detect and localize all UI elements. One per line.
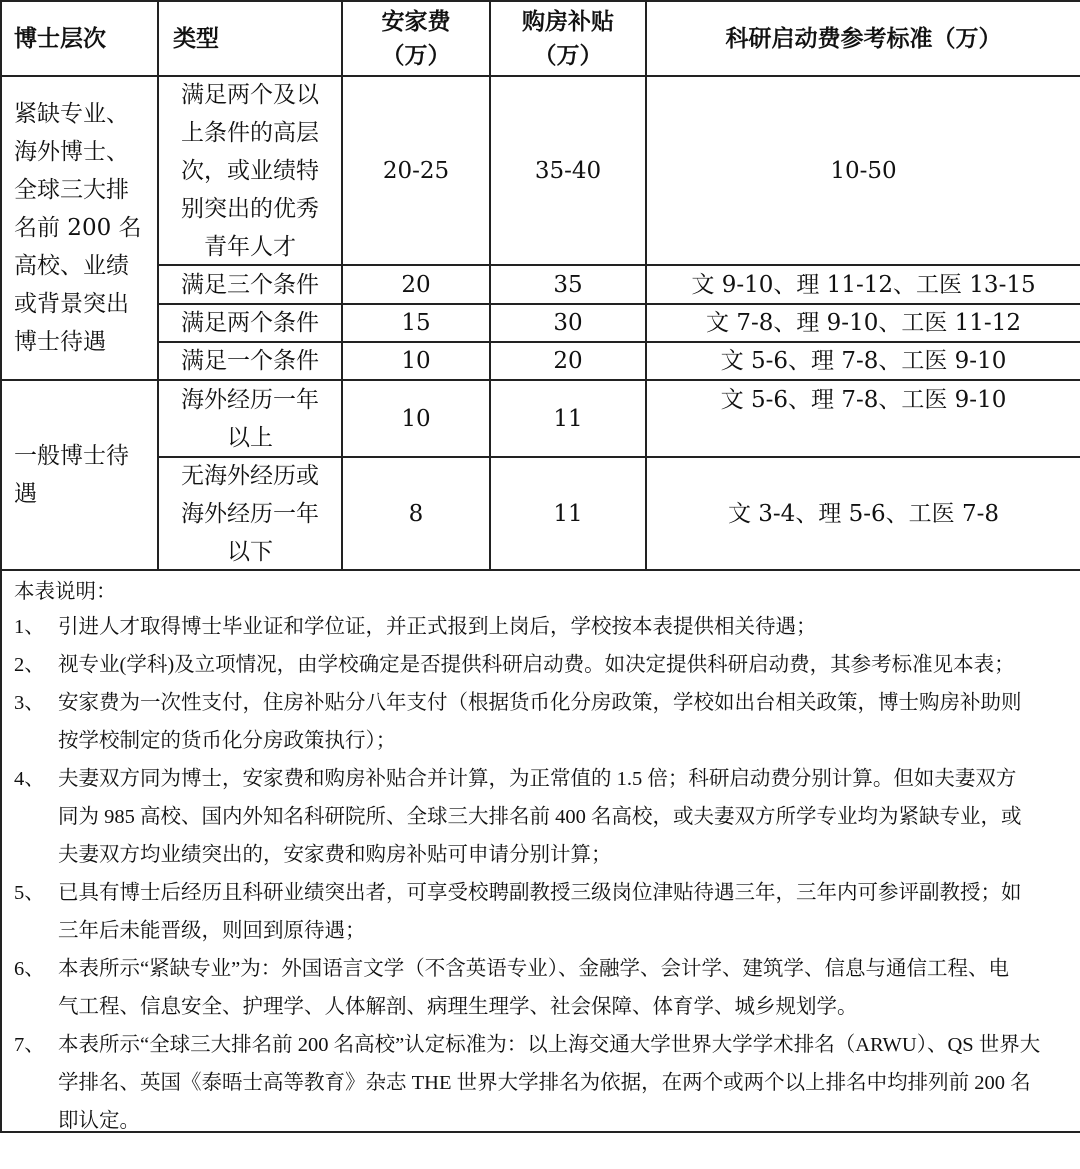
header-level bbox=[0, 2, 157, 75]
header-type bbox=[159, 2, 341, 75]
table-notes-divider bbox=[0, 569, 1080, 571]
note-number: 2、 bbox=[14, 654, 45, 676]
note-text: 学排名、英国《泰晤士高等教育》杂志 THE 世界大学排名为依据，在两个或两个以上排名中均排列前 200 名 bbox=[58, 1072, 1031, 1094]
note-text: 本表所示“紧缺专业”为：外国语言文学（不含英语专业）、金融学、会计学、建筑学、信息与通信工程、电 bbox=[58, 958, 1009, 980]
note-text: 夫妻双方均业绩突出的，安家费和购房补贴可申请分别计算； bbox=[58, 844, 612, 866]
housing-cell: 11 bbox=[553, 500, 583, 527]
note-text: 同为 985 高校、国内外知名科研院所、全球三大排名前 400 名高校，或夫妻双方所学专业均为紧缺专业，或 bbox=[58, 806, 1022, 828]
type-line: 以上 bbox=[227, 424, 273, 451]
type-cell: 满足一个条件 bbox=[181, 348, 319, 374]
note-number: 4、 bbox=[14, 768, 45, 790]
header-research bbox=[647, 2, 1080, 75]
header-research-label: 科研启动费参考标准（万） bbox=[725, 24, 1002, 52]
settlement-cell: 10 bbox=[401, 405, 431, 432]
header-type-label: 类型 bbox=[173, 24, 219, 52]
level-line: 紧缺专业、 bbox=[14, 101, 129, 127]
note-text: 安家费为一次性支付，住房补贴分八年支付（根据货币化分房政策，学校如出台相关政策，博士购房补助则 bbox=[58, 692, 1022, 714]
housing-cell: 11 bbox=[553, 405, 583, 432]
header-level-label: 博士层次 bbox=[14, 24, 106, 52]
level-line: 遇 bbox=[14, 481, 37, 507]
note-number: 5、 bbox=[14, 882, 45, 904]
header-housing-label: 购房补贴 bbox=[522, 7, 614, 35]
note-text: 夫妻双方同为博士，安家费和购房补贴合并计算，为正常值的 1.5 倍；科研启动费分别计算。但如夫妻双方 bbox=[58, 768, 1017, 790]
type-cell: 满足三个条件 bbox=[181, 271, 319, 298]
note-text: 视专业(学科)及立项情况，由学校确定是否提供科研启动费。如决定提供科研启动费，其参考标准见本表； bbox=[58, 654, 1015, 676]
research-cell: 文 5-6、理 7-8、工医 9-10 bbox=[720, 348, 1007, 374]
level-line: 名前 200 名 bbox=[14, 215, 142, 241]
notes-title: 本表说明： bbox=[14, 581, 117, 603]
level-cell-key-talent bbox=[0, 77, 157, 379]
note-number: 6、 bbox=[14, 958, 45, 980]
settlement-cell: 15 bbox=[401, 310, 431, 336]
header-housing-unit: （万） bbox=[533, 41, 603, 69]
note-number: 3、 bbox=[14, 692, 45, 714]
type-line: 海外经历一年 bbox=[181, 386, 319, 413]
header-housing bbox=[491, 2, 645, 75]
settlement-cell: 8 bbox=[408, 500, 424, 527]
type-line: 别突出的优秀 bbox=[181, 195, 319, 222]
type-cell: 满足两个条件 bbox=[181, 310, 319, 336]
type-line: 次，或业绩特 bbox=[181, 157, 319, 184]
level-line: 海外博士、 bbox=[14, 139, 129, 165]
housing-cell: 35 bbox=[553, 271, 583, 298]
type-cell bbox=[159, 458, 341, 569]
type-line: 青年人才 bbox=[204, 233, 296, 260]
note-text: 即认定。 bbox=[58, 1110, 140, 1132]
housing-cell: 35-40 bbox=[534, 157, 602, 184]
level-line: 或背景突出 bbox=[14, 291, 129, 317]
housing-cell: 20 bbox=[553, 348, 583, 374]
header-settlement-unit: （万） bbox=[381, 41, 451, 69]
note-text: 三年后未能晋级，则回到原待遇； bbox=[58, 920, 366, 942]
settlement-cell: 20-25 bbox=[382, 157, 450, 184]
research-cell: 文 5-6、理 7-8、工医 9-10 bbox=[720, 387, 1007, 413]
level-cell-general-phd bbox=[0, 381, 157, 569]
housing-cell: 30 bbox=[553, 310, 583, 336]
research-cell: 文 3-4、理 5-6、工医 7-8 bbox=[727, 500, 1000, 527]
note-text: 按学校制定的货币化分房政策执行）； bbox=[58, 730, 397, 752]
type-line: 海外经历一年 bbox=[181, 500, 319, 527]
type-cell bbox=[159, 77, 341, 264]
note-number: 1、 bbox=[14, 616, 45, 638]
note-text: 气工程、信息安全、护理学、人体解剖、病理生理学、社会保障、体育学、城乡规划学。 bbox=[58, 996, 858, 1018]
note-number: 7、 bbox=[14, 1034, 45, 1056]
research-cell: 文 7-8、理 9-10、工医 11-12 bbox=[706, 310, 1021, 336]
type-line: 以下 bbox=[227, 538, 273, 565]
settlement-cell: 10 bbox=[401, 348, 431, 374]
level-line: 博士待遇 bbox=[14, 329, 106, 355]
type-line: 满足两个及以 bbox=[181, 81, 319, 108]
note-text: 引进人才取得博士毕业证和学位证，并正式报到上岗后，学校按本表提供相关待遇； bbox=[58, 616, 817, 638]
header-settlement bbox=[343, 2, 489, 75]
note-text: 本表所示“全球三大排名前 200 名高校”认定标准为：以上海交通大学世界大学学术排名（ARWU）、QS 世界大 bbox=[58, 1034, 1041, 1056]
table-notes bbox=[0, 572, 1080, 1132]
type-line: 无海外经历或 bbox=[181, 462, 319, 489]
type-cell bbox=[159, 381, 341, 456]
research-cell: 文 9-10、理 11-12、工医 13-15 bbox=[691, 271, 1036, 298]
level-line: 一般博士待 bbox=[14, 443, 129, 469]
type-line: 上条件的高层 bbox=[181, 119, 319, 146]
settlement-cell: 20 bbox=[401, 271, 431, 298]
note-text: 已具有博士后经历且科研业绩突出者，可享受校聘副教授三级岗位津贴待遇三年，三年内可参评副教授；如 bbox=[58, 882, 1022, 904]
research-cell: 10-50 bbox=[830, 157, 897, 184]
header-settlement-label: 安家费 bbox=[381, 7, 451, 35]
level-line: 高校、业绩 bbox=[14, 253, 129, 279]
level-line: 全球三大排 bbox=[14, 177, 129, 203]
